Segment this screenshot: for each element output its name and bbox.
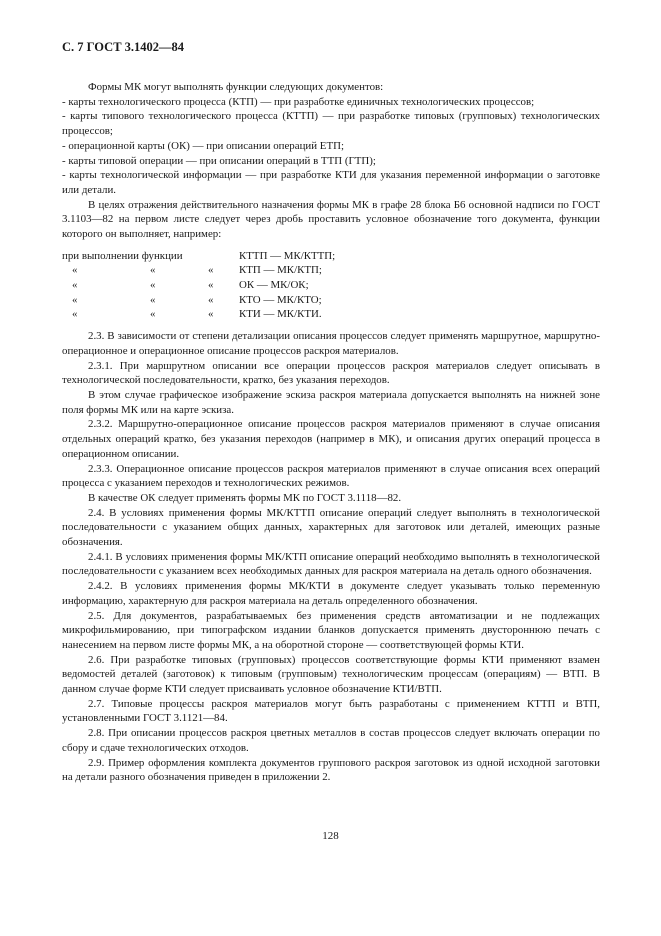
clause-paragraph: 2.3. В зависимости от степени детализации описания процессов следует применять маршрутное, маршрутно-операционное и операционное описание процессов раскроя материалов.: [62, 330, 600, 357]
mk-example-value: КТО — МК/КТО;: [239, 293, 322, 306]
clause-paragraph: В этом случае графическое изображение эскиза раскроя материала допускается выполнять на нижней зоне поля формы МК или на карте эскиза.: [62, 388, 600, 416]
ditto-mark: «: [150, 264, 156, 277]
clause-paragraph: В качестве ОК следует применять формы МК по ГОСТ 3.1118—82.: [88, 491, 402, 504]
clause-paragraph: 2.8. При описании процессов раскроя цветных металлов в состав процессов следует включать операции по сбору и сдаче технологических отходов.: [62, 727, 600, 754]
function-item: - карты типовой операции — при описании операций в ТТП (ГТП);: [62, 154, 376, 167]
intro-paragraph: Формы МК могут выполнять функции следующих документов:: [88, 81, 384, 93]
mk-example-value: КТИ — МК/КТИ.: [239, 308, 322, 321]
mk-example-value: КТТП — МК/КТТП;: [239, 249, 336, 262]
mk-example-row: [62, 263, 600, 278]
ditto-mark: «: [72, 279, 78, 292]
ditto-mark: «: [150, 279, 156, 292]
clause-paragraph: 2.4. В условиях применения формы МК/КТТП описание операций следует выполнять в технологической последовательности с указанием общих данных, характерных для заготовок или деталей, имеющих разные обозначения.: [62, 506, 600, 549]
ditto-mark: «: [208, 279, 214, 292]
document-body: [62, 80, 600, 785]
clause-paragraph: 2.9. Пример оформления комплекта документов группового раскроя заготовок из одной исходной заготовки на детали разного обозначения приведен в приложении 2.: [62, 756, 600, 784]
function-item: - операционной карты (ОК) — при описании операций ЕТП;: [62, 139, 344, 152]
ditto-mark: «: [72, 264, 78, 277]
function-item: - карты технологического процесса (КТП) — при разработке единичных технологических процессов;: [62, 95, 535, 108]
clause-paragraph: 2.4.1. В условиях применения формы МК/КТП описание операций необходимо выполнять в технологической последовательности с указанием всех необходимых данных для раскроя материала на деталь одного обозначения.: [62, 550, 600, 578]
page-header: С. 7 ГОСТ 3.1402—84: [62, 40, 185, 54]
clause-paragraph: 2.4.2. В условиях применения формы МК/КТИ в документе следует указывать только переменную информацию, характерную для раскроя материала на деталь определенного обозначения.: [62, 580, 600, 607]
mk-example-row: [62, 278, 600, 293]
clause-paragraph: 2.3.3. Операционное описание процессов раскроя материалов применяют в случае описания всех операций процесса с указанием переходов и технологических режимов.: [62, 462, 600, 490]
mk-example-row: [62, 293, 600, 308]
ditto-mark: «: [208, 308, 214, 321]
clause-paragraph: 2.3.2. Маршрутно-операционное описание процессов раскроя материалов применяют в случае описания отдельных операций кратко, без указания переходов (например в МК), и описания других операций процесса в операционном описании.: [62, 418, 600, 460]
ditto-mark: «: [208, 264, 214, 277]
clause-paragraph: 2.5. Для документов, разрабатываемых без применения средств автоматизации и не подлежащих микрофильмированию, при типографском издании бланков допускается применять двустороннюю печать с нанесением на первом листе формы МК, а на оборотной стороне — соответствующей формы КТИ.: [62, 609, 600, 651]
mk-example-row: [62, 249, 600, 264]
clause-paragraph: 2.6. При разработке типовых (групповых) процессов соответствующие формы КТИ применяют взамен ведомостей деталей (заготовок) к типовым (групповым) технологическим процессам (операциям) — ВТП. В данном случае форме КТИ следует присваивать условное обозначение КТИ/ВТП.: [62, 653, 600, 696]
mk-example-value: КТП — МК/КТП;: [239, 264, 322, 277]
mk-example-row: [62, 307, 600, 322]
ditto-mark: «: [150, 308, 156, 321]
clause-paragraph: 2.7. Типовые процессы раскроя материалов могут быть разработаны с применением КТТП и ВТП, установленными ГОСТ 3.1121—84.: [62, 697, 600, 725]
mk-examples-list: [62, 249, 600, 322]
mk-example-value: ОК — МК/ОК;: [239, 279, 309, 292]
ditto-mark: «: [72, 308, 78, 321]
clause-paragraph: 2.3.1. При маршрутном описании все операции процессов раскроя материалов следует описывать в технологической последовательности, кратко, без указания переходов.: [62, 359, 600, 387]
function-item: - карты технологической информации — при разработке КТИ для указания переменной информации о заготовке или детали.: [62, 169, 600, 196]
function-item: - карты типового технологического процесса (КТТП) — при разработке типовых (групповых) технологических процессов;: [62, 110, 600, 138]
page-number: 128: [322, 830, 339, 842]
purpose-paragraph: В целях отражения действительного назначения формы МК в графе 28 блока Б6 основной надписи по ГОСТ 3.1103—82 на первом листе следует через дробь проставить условное обозначение того документа, функции которого он выполняет, например:: [62, 198, 600, 241]
mk-example-lead: при выполнении функции: [62, 249, 183, 262]
ditto-mark: «: [72, 293, 78, 306]
ditto-mark: «: [150, 293, 156, 306]
ditto-mark: «: [208, 293, 214, 306]
